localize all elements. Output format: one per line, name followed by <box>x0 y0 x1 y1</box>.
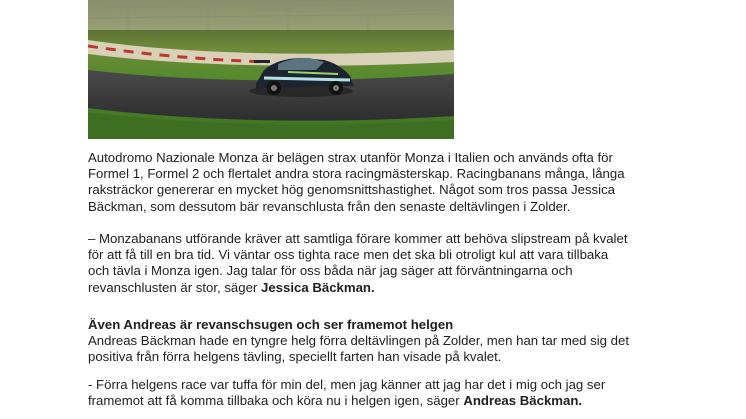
text-line: positiva från förra helgens tävling, speciellt farten han visade på kvalet. <box>88 349 502 365</box>
andreas-section <box>88 317 688 366</box>
quote-attribution-prefix: revanschlusten är stor, säger <box>88 279 261 295</box>
quote-attribution-prefix: framemot att få komma tillbaka och köra nu i helgen igen, säger <box>88 393 464 409</box>
text-line: och tävla i Monza igen. Jag talar för oss båda när jag säger att förväntningarna och <box>88 263 573 279</box>
text-line <box>88 280 688 296</box>
text-line: för att få till en bra tid. Vi väntar oss tighta race men det ska bli otroligt kul att vara tillbaka <box>88 247 609 263</box>
text-line: - Förra helgens race var tuffa för min del, men jag känner att jag har det i mig och jag ser <box>88 377 606 392</box>
text-line: Bäckman, som dessutom bär revanschlusta från den senaste deltävlingen i Zolder. <box>88 198 571 214</box>
race-car-illustration <box>88 0 454 139</box>
andreas-quote-paragraph <box>88 377 688 409</box>
race-car-photo <box>88 0 454 139</box>
text-line <box>88 393 688 409</box>
speaker-name: Andreas Bäckman. <box>463 393 583 409</box>
jessica-quote-paragraph <box>88 231 688 296</box>
text-line: Formel 1, Formel 2 och flertalet andra stora racingmästerskap. Racingbanans många, långa <box>88 166 625 182</box>
text-line: – Monzabanans utförande kräver att samtliga förare kommer att behöva slipstream på kvalet <box>88 231 628 246</box>
text-line: Andreas Bäckman hade en tyngre helg förra deltävlingen på Zolder, men han tar med sig det <box>88 333 630 349</box>
section-heading: Även Andreas är revanschsugen och ser framemot helgen <box>88 317 454 332</box>
text-line: Autodromo Nazionale Monza är belägen strax utanför Monza i Italien och används ofta för <box>88 150 613 165</box>
intro-paragraph <box>88 150 688 215</box>
text-line: raksträckor genererar en mycket hög genomsnittshastighet. Något som tros passa Jessica <box>88 182 616 198</box>
speaker-name: Jessica Bäckman. <box>261 279 375 295</box>
